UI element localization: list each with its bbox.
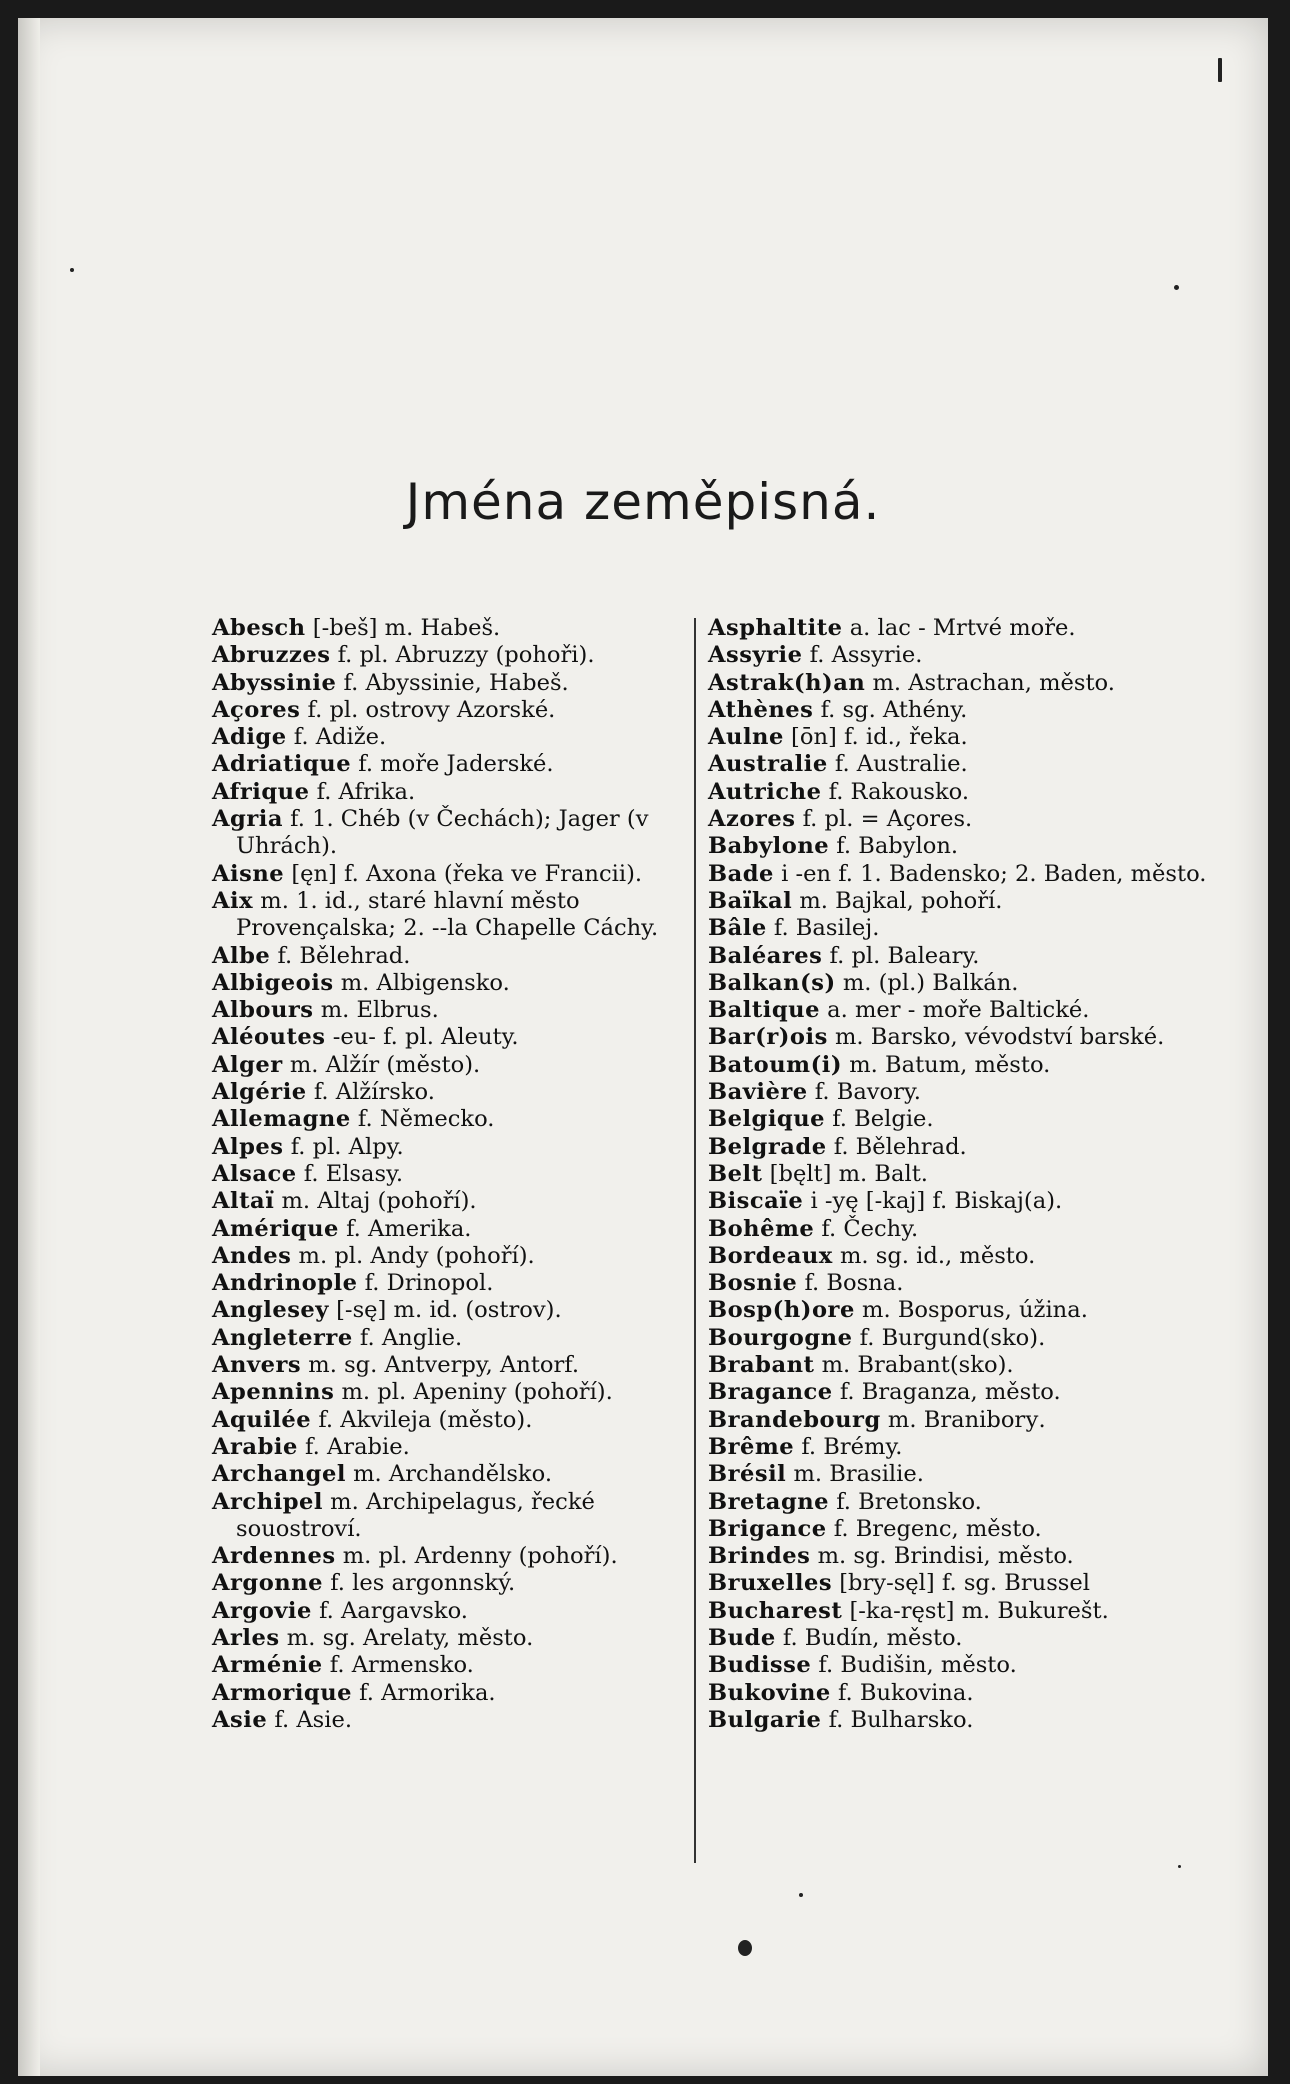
dictionary-entry [708, 1707, 1208, 1734]
entry-headword: Azores [708, 806, 796, 833]
entry-definition: f. Brémy. [794, 1433, 903, 1460]
entry-headword: Bulgarie [708, 1706, 822, 1733]
entry-headword: Brême [708, 1433, 795, 1460]
entry-definition: f. Budín, město. [775, 1624, 963, 1651]
entry-definition: m. Batum, město. [842, 1051, 1051, 1078]
dictionary-entry [708, 1188, 1208, 1215]
entry-definition: m. sg. Antverpy, Antorf. [301, 1352, 580, 1379]
dictionary-entry [708, 1270, 1208, 1297]
dictionary-entry [708, 1598, 1208, 1625]
entry-definition: m. Altaj (pohoří). [274, 1188, 477, 1215]
entry-headword: Autriche [708, 778, 822, 805]
entry-headword: Argovie [212, 1597, 312, 1624]
entry-headword: Adriatique [212, 751, 352, 778]
entry-definition: f. pl. Baleary. [822, 942, 980, 969]
entry-headword: Armorique [212, 1679, 352, 1706]
entry-definition: f. Assyrie. [802, 642, 923, 669]
entry-headword: Belt [708, 1160, 763, 1187]
entry-definition: f. Bělehrad. [826, 1133, 967, 1160]
entry-definition: f. Čechy. [814, 1215, 919, 1242]
entry-definition: m. Elbrus. [313, 997, 439, 1024]
entry-headword: Anvers [212, 1352, 302, 1379]
dictionary-entry [708, 1516, 1208, 1543]
entry-definition: m. 1. id., staré hlavní město Provençalska; 2. --la Chapelle Cáchy. [236, 887, 659, 942]
entry-headword: Argonne [212, 1570, 324, 1597]
page-binding-edge [18, 18, 40, 2076]
dictionary-entry [708, 1134, 1208, 1161]
entry-definition: m. Bajkal, pohoří. [792, 887, 1003, 914]
dictionary-entry [708, 724, 1208, 751]
entry-headword: Adige [212, 724, 287, 751]
entry-definition: f. Bosna. [797, 1270, 904, 1297]
entry-definition: m. Bosporus, úžina. [854, 1297, 1088, 1324]
dictionary-entry [212, 1489, 702, 1544]
entry-headword: Andrinople [212, 1270, 358, 1297]
entry-definition: m. Alžír (město). [282, 1051, 481, 1078]
dictionary-entry [708, 970, 1208, 997]
entry-definition: m. Albigensko. [333, 969, 510, 996]
entry-headword: Angleterre [212, 1324, 353, 1351]
dictionary-entry [212, 943, 702, 970]
dictionary-entry [708, 1297, 1208, 1324]
entry-definition: f. Elsasy. [296, 1160, 404, 1187]
dictionary-entry [212, 1325, 702, 1352]
dictionary-entry [708, 1489, 1208, 1516]
entry-definition: f. 1. Chéb (v Čechách); Jager (v Uhrách). [236, 806, 649, 860]
entry-headword: Brigance [708, 1515, 827, 1542]
entry-headword: Allemagne [212, 1106, 351, 1133]
entry-definition: f. Aargavsko. [311, 1597, 468, 1624]
entry-definition: f. Německo. [350, 1106, 495, 1133]
dictionary-entry [212, 615, 702, 642]
entry-headword: Arménie [212, 1652, 323, 1679]
dictionary-entry [212, 724, 702, 751]
left-column [212, 615, 702, 1734]
entry-definition: f. Asie. [267, 1706, 353, 1733]
entry-headword: Archipel [212, 1488, 323, 1515]
dictionary-entry [708, 1570, 1208, 1597]
entry-definition: m. Archipelagus, řecké souostroví. [236, 1488, 595, 1542]
dictionary-entry [708, 1243, 1208, 1270]
entry-definition: m. Astrachan, město. [865, 669, 1115, 696]
entry-headword: Albours [212, 997, 314, 1024]
entry-headword: Afrique [212, 778, 310, 805]
dictionary-entry [708, 779, 1208, 806]
entry-definition: i -en f. 1. Badensko; 2. Baden, město. [773, 860, 1207, 887]
dictionary-entry [708, 1352, 1208, 1379]
entry-definition: f. sg. Athény. [813, 696, 968, 723]
entry-headword: Baltique [708, 997, 820, 1024]
dictionary-entry [212, 1079, 702, 1106]
dictionary-entry [212, 1407, 702, 1434]
entry-headword: Bavière [708, 1079, 808, 1106]
entry-definition: f. Alžírsko. [306, 1079, 435, 1106]
entry-definition: m. sg. id., město. [832, 1242, 1036, 1269]
entry-definition: f. Afrika. [309, 778, 416, 805]
dictionary-entry [212, 1680, 702, 1707]
entry-headword: Bude [708, 1624, 776, 1651]
entry-headword: Belgrade [708, 1133, 827, 1160]
entry-definition: f. Babylon. [829, 833, 959, 860]
entry-headword: Aléoutes [212, 1024, 326, 1051]
entry-definition: f. Drinopol. [357, 1270, 494, 1297]
entry-definition: f. Amerika. [338, 1215, 472, 1242]
entry-definition: i -yę [-kaj] f. Biskaj(a). [803, 1188, 1063, 1215]
entry-definition: [bry-sęl] f. sg. Brussel [832, 1570, 1090, 1597]
entry-headword: Biscaïe [708, 1188, 804, 1215]
entry-headword: Batoum(i) [708, 1051, 843, 1078]
entry-definition: [ōn] f. id., řeka. [783, 724, 968, 751]
entry-definition: f. Budišin, město. [811, 1652, 1017, 1679]
dictionary-entry [212, 1543, 702, 1570]
entry-definition: f. pl. Alpy. [283, 1133, 404, 1160]
dictionary-entry [212, 888, 702, 943]
dictionary-entry [708, 1461, 1208, 1488]
dictionary-entry [708, 1434, 1208, 1461]
entry-headword: Aulne [708, 724, 784, 751]
dictionary-entry [212, 1461, 702, 1488]
entry-headword: Brabant [708, 1352, 815, 1379]
entry-definition: f. pl. = Açores. [795, 806, 973, 833]
entry-definition: f. Belgie. [825, 1106, 934, 1133]
dictionary-entry [212, 1216, 702, 1243]
entry-definition: a. mer - moře Baltické. [819, 997, 1090, 1024]
dictionary-entry [708, 1680, 1208, 1707]
right-column [708, 615, 1208, 1734]
dictionary-entry [708, 833, 1208, 860]
dictionary-entry [212, 1052, 702, 1079]
page-title: Jména zeměpisná. [405, 473, 881, 531]
entry-headword: Agria [212, 806, 283, 833]
dictionary-entry [708, 1543, 1208, 1570]
dictionary-entry [212, 970, 702, 997]
entry-headword: Algérie [212, 1079, 307, 1106]
entry-headword: Babylone [708, 833, 830, 860]
dictionary-entry [212, 806, 702, 861]
entry-headword: Bretagne [708, 1488, 830, 1515]
entry-definition: m. pl. Apeniny (pohoří). [334, 1379, 613, 1406]
entry-headword: Amérique [212, 1215, 339, 1242]
dictionary-entry [708, 861, 1208, 888]
entry-definition: m. Archandělsko. [345, 1461, 552, 1488]
dictionary-entry [708, 1625, 1208, 1652]
entry-definition: f. Bretonsko. [829, 1488, 982, 1515]
entry-headword: Bragance [708, 1379, 833, 1406]
entry-definition: f. Basilej. [766, 915, 880, 942]
dictionary-entry [708, 1161, 1208, 1188]
dictionary-entry [708, 1079, 1208, 1106]
dictionary-entry [708, 997, 1208, 1024]
entry-headword: Ardennes [212, 1543, 336, 1570]
entry-definition: m. Barsko, vévodství barské. [827, 1024, 1165, 1051]
entry-headword: Baléares [708, 942, 823, 969]
dictionary-entry [212, 1707, 702, 1734]
dictionary-entry [212, 670, 702, 697]
entry-headword: Aisne [212, 860, 285, 887]
dictionary-entry [212, 1106, 702, 1133]
entry-definition: f. pl. ostrovy Azorské. [300, 696, 556, 723]
dictionary-entry [212, 751, 702, 778]
entry-definition: f. Burgund(sko). [852, 1324, 1046, 1351]
dictionary-entry [708, 915, 1208, 942]
dictionary-entry [212, 1297, 702, 1324]
entry-headword: Bordeaux [708, 1242, 833, 1269]
dictionary-entry [708, 1652, 1208, 1679]
dictionary-entry [708, 751, 1208, 778]
entry-headword: Bâle [708, 915, 767, 942]
entry-definition: f. Braganza, město. [832, 1379, 1061, 1406]
dictionary-entry [708, 806, 1208, 833]
entry-headword: Asphaltite [708, 615, 843, 641]
entry-headword: Aquilée [212, 1406, 312, 1433]
dictionary-entry [212, 1570, 702, 1597]
entry-headword: Apennins [212, 1379, 335, 1406]
entry-definition: f. Australie. [827, 751, 968, 778]
entry-definition: f. Akvileja (město). [311, 1406, 533, 1433]
dictionary-entry [212, 1243, 702, 1270]
dictionary-entry [708, 1052, 1208, 1079]
entry-definition: f. Bavory. [807, 1079, 921, 1106]
entry-headword: Balkan(s) [708, 969, 836, 996]
entry-definition: f. Bulharsko. [821, 1706, 974, 1733]
entry-definition: f. Abyssinie, Habeš. [336, 669, 569, 696]
entry-headword: Brésil [708, 1461, 787, 1488]
entry-definition: m. sg. Brindisi, město. [810, 1543, 1074, 1570]
entry-headword: Bohême [708, 1215, 815, 1242]
entry-headword: Altaï [212, 1188, 275, 1215]
dictionary-entry [212, 642, 702, 669]
entry-headword: Bade [708, 860, 774, 887]
entry-headword: Bruxelles [708, 1570, 833, 1597]
entry-headword: Belgique [708, 1106, 826, 1133]
entry-headword: Budisse [708, 1652, 812, 1679]
entry-definition: f. les argonnský. [323, 1570, 516, 1597]
entry-headword: Bucharest [708, 1597, 843, 1624]
entry-definition: -eu- f. pl. Aleuty. [325, 1024, 519, 1051]
dictionary-entry [212, 861, 702, 888]
entry-headword: Alger [212, 1051, 283, 1078]
dictionary-entry [212, 1379, 702, 1406]
entry-definition: [ęn] f. Axona (řeka ve Francii). [284, 860, 643, 887]
entry-headword: Bukovine [708, 1679, 831, 1706]
entry-headword: Bourgogne [708, 1324, 853, 1351]
dictionary-entry [212, 1598, 702, 1625]
entry-headword: Athènes [708, 696, 814, 723]
entry-headword: Anglesey [212, 1297, 329, 1324]
dictionary-entry [708, 1325, 1208, 1352]
entry-definition: f. Anglie. [352, 1324, 463, 1351]
entry-definition: a. lac - Mrtvé moře. [842, 615, 1076, 641]
entry-definition: f. Bukovina. [830, 1679, 974, 1706]
entry-headword: Bar(r)ois [708, 1024, 828, 1051]
dictionary-entry [212, 1270, 702, 1297]
dictionary-entry [212, 779, 702, 806]
entry-headword: Brindes [708, 1543, 811, 1570]
entry-headword: Australie [708, 751, 828, 778]
entry-definition: [-ka-ręst] m. Bukurešt. [842, 1597, 1109, 1624]
entry-headword: Alpes [212, 1133, 284, 1160]
entry-headword: Abruzzes [212, 642, 331, 669]
entry-headword: Arles [212, 1624, 280, 1651]
dictionary-entry [708, 1106, 1208, 1133]
entry-headword: Baïkal [708, 887, 793, 914]
dictionary-entry [708, 670, 1208, 697]
dictionary-entry [708, 1216, 1208, 1243]
dictionary-entry [212, 1352, 702, 1379]
entry-headword: Abyssinie [212, 669, 337, 696]
dictionary-entry [708, 697, 1208, 724]
entry-definition: [-beš] m. Habeš. [305, 615, 501, 641]
entry-definition: m. Braniborу. [880, 1406, 1046, 1433]
entry-definition: m. Brabant(sko). [814, 1352, 1014, 1379]
dictionary-entry [212, 1188, 702, 1215]
entry-definition: f. Armensko. [322, 1652, 474, 1679]
entry-headword: Bosp(h)ore [708, 1297, 855, 1324]
book-page [18, 18, 1268, 2076]
entry-definition: f. Arabie. [297, 1433, 410, 1460]
entry-definition: f. Bregenc, město. [826, 1515, 1042, 1542]
entry-definition: m. sg. Arelaty, město. [279, 1624, 534, 1651]
entry-headword: Alsace [212, 1160, 297, 1187]
entry-definition: f. moře Jaderské. [351, 751, 554, 778]
entry-headword: Açores [212, 696, 301, 723]
entry-definition: f. Adiže. [286, 724, 387, 751]
dictionary-entry [708, 1407, 1208, 1434]
entry-definition: f. Bělehrad. [270, 942, 411, 969]
dictionary-entry [212, 1024, 702, 1051]
entry-headword: Andes [212, 1242, 292, 1269]
entry-headword: Assyrie [708, 642, 803, 669]
entry-headword: Astrak(h)an [708, 669, 866, 696]
dictionary-entry [708, 943, 1208, 970]
dictionary-entry [212, 1625, 702, 1652]
dictionary-entry [212, 1134, 702, 1161]
dictionary-entry [212, 1161, 702, 1188]
dictionary-entry [212, 997, 702, 1024]
entry-definition: f. pl. Abruzzy (pohoři). [330, 642, 595, 669]
entry-headword: Aix [212, 887, 254, 914]
entry-definition: [bęlt] m. Balt. [762, 1160, 928, 1187]
entry-definition: f. Armorika. [352, 1679, 496, 1706]
dictionary-entry [212, 1434, 702, 1461]
entry-headword: Bosnie [708, 1270, 798, 1297]
dictionary-entry [708, 1379, 1208, 1406]
dictionary-entry [708, 888, 1208, 915]
entry-definition: [-sę] m. id. (ostrov). [328, 1297, 562, 1324]
dictionary-entry [708, 615, 1208, 642]
entry-headword: Arabie [212, 1433, 298, 1460]
entry-headword: Abesch [212, 615, 306, 641]
entry-headword: Asie [212, 1706, 268, 1733]
entry-definition: m. (pl.) Balkán. [835, 969, 1019, 996]
entry-headword: Archangel [212, 1461, 346, 1488]
entry-headword: Brandebourg [708, 1406, 881, 1433]
entry-definition: f. Rakousko. [821, 778, 970, 805]
entry-definition: m. pl. Andy (pohoří). [291, 1242, 535, 1269]
entry-headword: Albigeois [212, 969, 334, 996]
entry-headword: Albe [212, 942, 271, 969]
entry-definition: m. Brasilie. [786, 1461, 924, 1488]
dictionary-entry [212, 1652, 702, 1679]
dictionary-entry [212, 697, 702, 724]
entry-definition: m. pl. Ardenny (pohoří). [335, 1543, 618, 1570]
dictionary-entry [708, 642, 1208, 669]
dictionary-entry [708, 1024, 1208, 1051]
